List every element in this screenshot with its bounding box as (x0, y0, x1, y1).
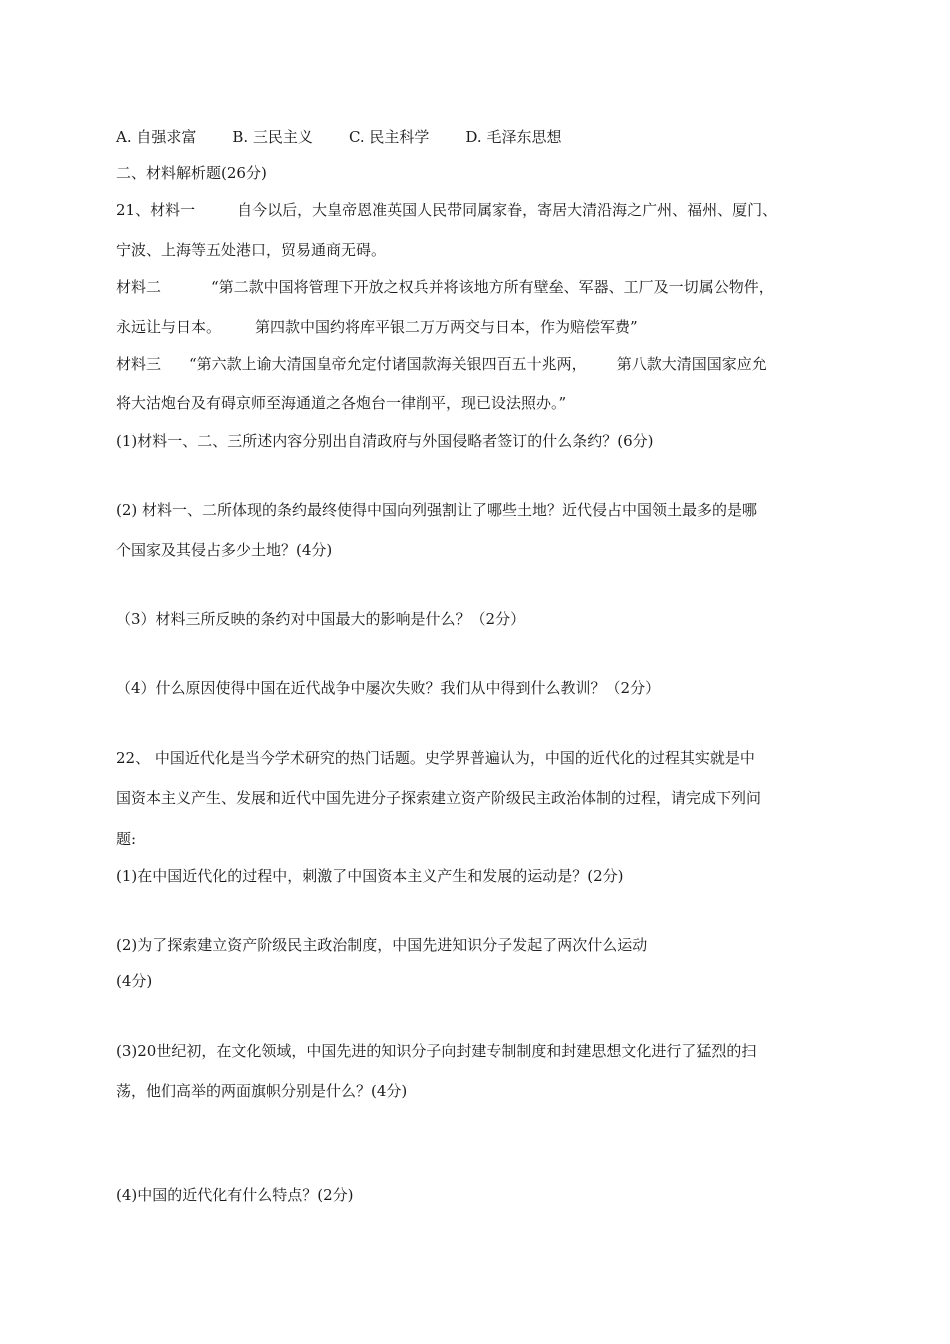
options-line (116, 127, 561, 147)
material2-text-a: 永远让与日本。 (116, 318, 222, 336)
q21-material2-line2 (116, 317, 638, 337)
q21-sub1: (1)材料一、二、三所述内容分别出自清政府与外国侵略者签订的什么条约？(6分) (116, 432, 654, 450)
q22-sub3-line2: 荡，他们高举的两面旗帜分别是什么？(4分) (116, 1082, 408, 1100)
q21-material2-line1 (116, 277, 774, 297)
q21-material1-line2: 宁波、上海等五处港口，贸易通商无碍。 (116, 241, 387, 259)
q21-sub2-line2: 个国家及其侵占多少土地？(4分) (116, 541, 333, 559)
q22-sub2-line2: (4分) (116, 972, 153, 990)
q21-material1-line1 (116, 200, 777, 220)
q21-sub3: （3）材料三所反映的条约对中国最大的影响是什么？（2分） (116, 610, 526, 628)
material3-text-b: 第八款大清国国家应允 (616, 355, 767, 373)
material3-label: 材料三 (116, 355, 162, 373)
q22-intro-line1: 22、 中国近代化是当今学术研究的热门话题。史学界普遍认为，中国的近代化的过程其实就是中 (116, 749, 755, 767)
option-c: C. 民主科学 (348, 128, 430, 146)
q21-material3-line1 (116, 354, 767, 374)
material2-text-b: 第四款中国约将库平银二万万两交与日本，作为赔偿军费” (255, 318, 638, 336)
material1-text: 自今以后，大皇帝恩准英国人民带同属家眷，寄居大清沿海之广州、福州、厦门、 (237, 201, 778, 219)
material2-label: 材料二 (116, 278, 162, 296)
q22-sub2-line1: (2)为了探索建立资产阶级民主政治制度，中国先进知识分子发起了两次什么运动 (116, 936, 648, 954)
q21-material3-line2: 将大沽炮台及有碍京师至海通道之各炮台一律削平，现已设法照办。” (116, 394, 567, 412)
q22-intro-line3: 题: (116, 830, 137, 848)
q21-sub2-line1: (2) 材料一、二所体现的条约最终使得中国向列强割让了哪些土地？近代侵占中国领土最多的是哪 (116, 501, 758, 519)
option-b: B. 三民主义 (232, 128, 313, 146)
q22-intro-line2: 国资本主义产生、发展和近代中国先进分子探索建立资产阶级民主政治体制的过程，请完成下列问 (116, 789, 762, 807)
option-a: A. 自强求富 (116, 128, 197, 146)
q21-label: 21、材料一 (116, 201, 196, 219)
q22-sub4: (4)中国的近代化有什么特点？(2分) (116, 1186, 354, 1204)
q22-sub1: (1)在中国近代化的过程中，刺激了中国资本主义产生和发展的运动是？(2分) (116, 867, 624, 885)
section-title: 二、材料解析题(26分) (116, 164, 267, 182)
material2-text: “第二款中国将管理下开放之权兵并将该地方所有壁垒、军器、工厂及一切属公物件， (211, 278, 774, 296)
q21-sub4: （4）什么原因使得中国在近代战争中屡次失败？我们从中得到什么教训？（2分） (116, 679, 661, 697)
q22-sub3-line1: (3)20世纪初，在文化领域，中国先进的知识分子向封建专制制度和封建思想文化进行了猛烈的扫 (116, 1042, 757, 1060)
option-d: D. 毛泽东思想 (465, 128, 562, 146)
material3-text-a: “第六款上谕大清国皇帝允定付诸国款海关银四百五十兆两， (189, 355, 587, 373)
